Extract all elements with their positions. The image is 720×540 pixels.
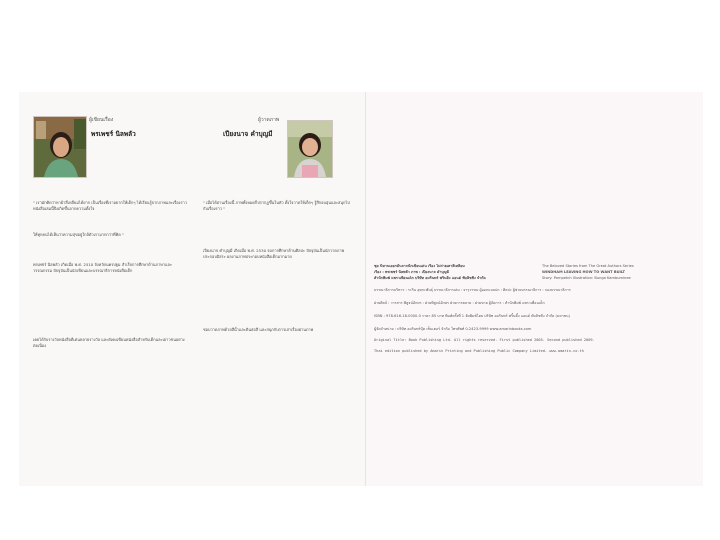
illustrator-quote: " เมื่อได้อ่านเรื่องนี้ ภาพทั้งหมดก็ปรากฏขึ้นในหัว ตั้งใจวาดให้เด็กๆ รู้สึกอบอุ่นและสนุกไปกับเรื่องราว " [203, 200, 350, 212]
credits-line-1: บรรณาธิการบริหาร : ระริน อุทกะพันธุ์ บรรณาธิการเล่ม : จารุวรรณ ผู้ออกแบบปก : ศิลปะ ผู้ช่วยบรรณาธิการ : กองบรรณาธิการ [374, 288, 571, 292]
author-bio-text: พรเพชร์ นิลพลัว เกิดเมื่อ พ.ศ. 2510 จังหวัดนครปฐม สำเร็จการศึกษาด้านภาษาและวรรณกรรม ปัจจุบันเป็นนักเขียนและบรรณาธิการหนังสือเด็ก [33, 262, 173, 274]
author-quote-end: ให้ทุกคนได้เห็นว่าความสุขอยู่ใกล้ตัวเรามากกว่าที่คิด " [33, 232, 124, 237]
title-en-line-1: The Beloved Stories from The Great Authors Series [542, 264, 634, 268]
author-quote: " เรามักคิดว่าหาผ้าสี่เหลี่ยมได้ยาก เป็นเรื่องที่เราอยากให้เด็กๆ ได้เรียนรู้จากภาพและเรื่องราว หนังสือเล่มนี้จึงเกิดขึ้นจากความตั้งใจ [33, 200, 187, 212]
title-th-line-3: สำนักพิมพ์ แพรวเพื่อนเด็ก บริษัท อมรินทร์ พริ้นติ้ง แอนด์ พับลิชชิ่ง จำกัด [374, 276, 486, 280]
book-spread [19, 92, 702, 486]
title-en-line-3: Story: Pornpetch Illustration: Bunga Kambuminee [542, 276, 631, 280]
credits-line-6: Thai edition published by Amarin Printing and Publishing Public Company Limited. www.amarin.co.th [374, 349, 584, 353]
title-th-line-1: ชุด นิทานเยอรมันจากนักเขียนเด่น เรื่อง ไม่ถ่ายเสาสี่เหลี่ยม [374, 264, 465, 268]
credits-line-4: ผู้จัดจำหน่าย : บริษัท อมรินทร์บุ๊ค เซ็นเตอร์ จำกัด โทรศัพท์ 0-2423-9999 www.amarinbooks.com [374, 327, 532, 331]
right-page [365, 92, 703, 486]
author-photo [33, 116, 87, 178]
illustrator-role: ผู้วาดภาพ [258, 117, 280, 123]
illustrator-photo [287, 120, 333, 178]
credits-line-3: ISBN : 978-616-18-0000-0 ราคา 85 บาท พิมพ์ครั้งที่ 1 จัดพิมพ์โดย บริษัท อมรินทร์ พริ้นติ้ง แอนด์ พับลิชชิ่ง จำกัด (มหาชน) [374, 314, 570, 318]
author-role: ผู้เขียนเรื่อง [89, 117, 114, 123]
title-th-line-2: เรื่อง : พรเพชร์ นิลพลัว ภาพ : เปียงนาจ คำบุญมี [374, 270, 450, 274]
author-name: พรเพชร์ นิลพลัว [91, 130, 136, 138]
title-en-line-2: WINDHAM LEAVING HOW TO WANT BUILT [542, 270, 625, 274]
illustrator-bio-text-2: ชอบวาดภาพด้วยสีน้ำและดินสอสี และสนุกกับการเล่าเรื่องผ่านภาพ [203, 327, 314, 332]
author-bio-text-2: เคยได้รับรางวัลหนังสือดีเด่นหลายรางวัล และยังคงเขียนหนังสือสำหรับเด็กและเยาวชนอย่างต่อเนื่อง [33, 337, 185, 349]
credits-line-5: Original Title: Book Publishing Ltd. All rights reserved. First published 2005. Second published 2009. [374, 338, 595, 342]
credits-line-2: ฝ่ายศิลป์ : วารสาร พิสูจน์อักษร : ฝ่ายพิสูจน์อักษร ฝ่ายการตลาด : ฝ่ายขาย ผู้จัดการ : สำนักพิมพ์ แพรวเพื่อนเด็ก [374, 301, 545, 305]
illustrator-name: เปียงนาจ คำบุญมี [223, 130, 273, 138]
illustrator-bio-text: เปียงนาจ คำบุญมี เกิดเมื่อ พ.ศ. 2530 จบการศึกษาด้านศิลปะ ปัจจุบันเป็นนักวาดภาพประกอบอิสระ ผลงานภาพประกอบหนังสือเด็กมากมาย [203, 248, 345, 260]
left-page [19, 92, 365, 486]
